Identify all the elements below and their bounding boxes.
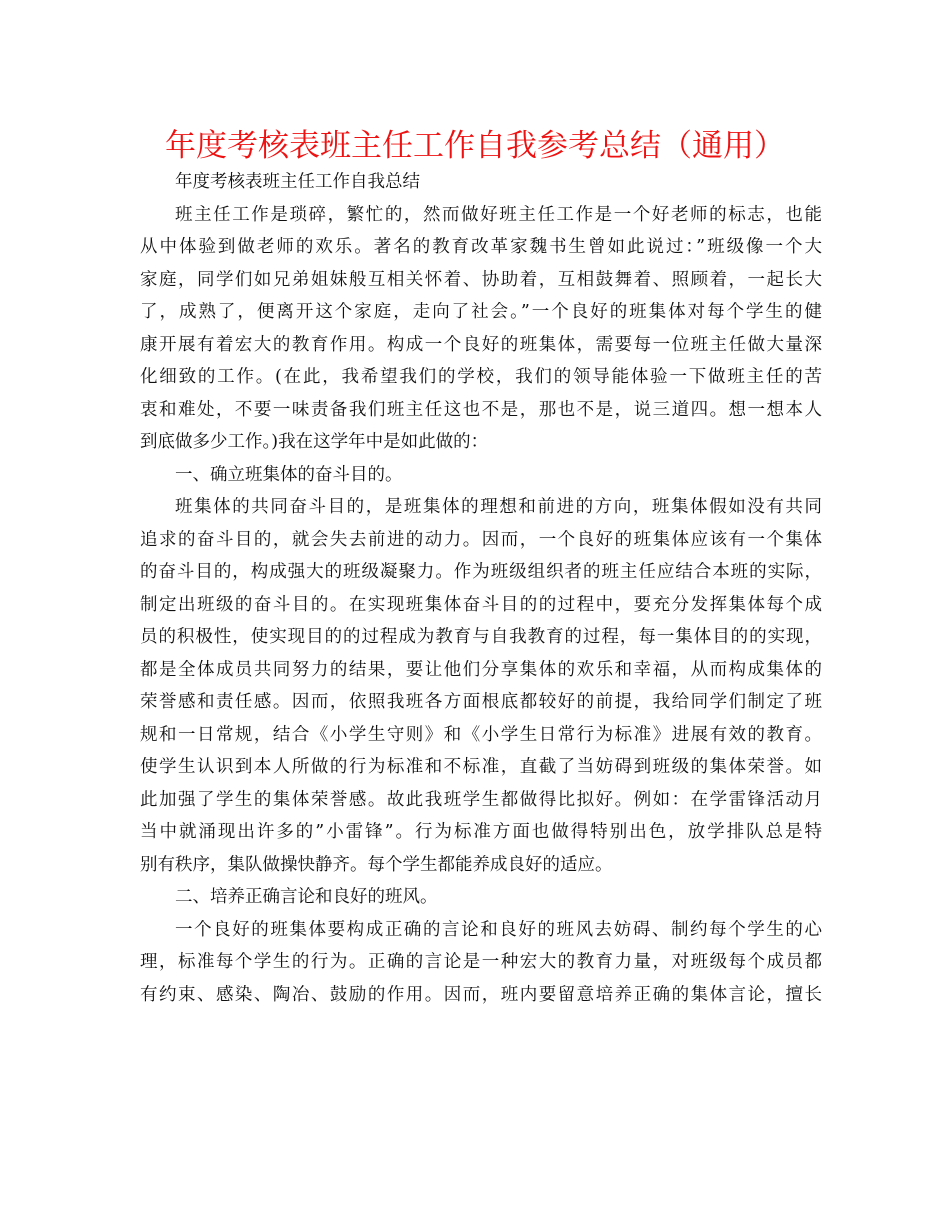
body-line: 规和一日常规，结合《小学生守则》和《小学生日常行为标准》进展有效的教育。 bbox=[140, 724, 822, 745]
body-line: 一个良好的班集体要构成正确的言论和良好的班风去妨碍、制约每个学生的心 bbox=[175, 919, 822, 940]
body-line: 二、培养正确言论和良好的班风。 bbox=[175, 887, 438, 907]
body-line: 理，标准每个学生的行为。正确的言论是一种宏大的教育力量，对班级每个成员都 bbox=[140, 952, 822, 972]
body-line: 员的积极性，使实现目的的过程成为教育与自我教育的过程，每一集体目的的实现， bbox=[140, 627, 822, 647]
body-line: 制定出班级的奋斗目的。在实现班集体奋斗目的的过程中，要充分发挥集体每个成 bbox=[140, 594, 822, 615]
body-line: 使学生认识到本人所做的行为标准和不标准，直截了当妨碍到班级的集体荣誉。如 bbox=[140, 757, 822, 777]
body-line: 有约束、感染、陶冶、鼓励的作用。因而，班内要留意培养正确的集体言论，擅长 bbox=[140, 984, 822, 1005]
body-line: 班集体的共同奋斗目的，是班集体的理想和前进的方向，班集体假如没有共同 bbox=[175, 497, 822, 517]
body-line: 都是全体成员共同努力的结果，要让他们分享集体的欢乐和幸福，从而构成集体的 bbox=[140, 659, 822, 680]
body-line: 家庭，同学们如兄弟姐妹般互相关怀着、协助着，互相鼓舞着、照顾着，一起长大 bbox=[140, 269, 822, 290]
body-line: 年度考核表班主任工作自我总结 bbox=[175, 172, 420, 192]
body-line: 从中体验到做老师的欢乐。著名的教育改革家魏书生曾如此说过：”班级像一个大 bbox=[140, 237, 822, 257]
body-line: 班主任工作是琐碎，繁忙的，然而做好班主任工作是一个好老师的标志，也能 bbox=[175, 204, 822, 225]
document-body bbox=[140, 166, 822, 1011]
body-line: 康开展有着宏大的教育作用。构成一个良好的班集体，需要每一位班主任做大量深 bbox=[140, 334, 822, 355]
body-line: 化细致的工作。(在此，我希望我们的学校，我们的领导能体验一下做班主任的苦 bbox=[140, 367, 822, 387]
body-line: 追求的奋斗目的，就会失去前进的动力。因而，一个良好的班集体应该有一个集体 bbox=[140, 529, 822, 550]
body-line: 到底做多少工作。)我在这学年中是如此做的： bbox=[140, 432, 489, 452]
body-line: 当中就涌现出许多的”小雷锋”。行为标准方面也做得特别出色，放学排队总是特 bbox=[140, 822, 822, 842]
body-line: 别有秩序，集队做操快静齐。每个学生都能养成良好的适应。 bbox=[140, 854, 613, 875]
body-line: 荣誉感和责任感。因而，依照我班各方面根底都较好的前提，我给同学们制定了班 bbox=[140, 692, 822, 712]
body-line: 衷和难处，不要一味责备我们班主任这也不是，那也不是，说三道四。想一想本人 bbox=[140, 399, 822, 420]
body-line: 一、确立班集体的奋斗目的。 bbox=[175, 464, 403, 485]
body-line: 此加强了学生的集体荣誉感。故此我班学生都做得比拟好。例如：在学雷锋活动月 bbox=[140, 789, 822, 810]
body-line: 了，成熟了，便离开这个家庭，走向了社会。”一个良好的班集体对每个学生的健 bbox=[140, 302, 822, 322]
document-title: 年度考核表班主任工作自我参考总结（通用） bbox=[165, 128, 785, 164]
body-line: 的奋斗目的，构成强大的班级凝聚力。作为班级组织者的班主任应结合本班的实际， bbox=[140, 562, 822, 582]
